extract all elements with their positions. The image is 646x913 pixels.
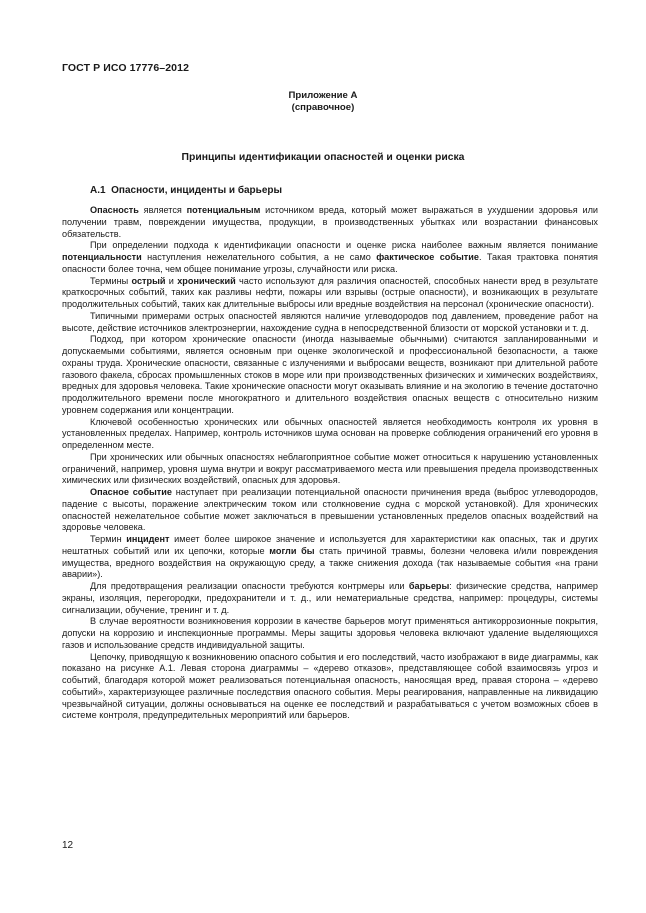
section-number: А.1	[90, 185, 106, 196]
paragraph	[62, 205, 598, 240]
bold-term: барьеры	[408, 581, 450, 591]
document-code: ГОСТ Р ИСО 17776–2012	[62, 62, 190, 74]
text-run: наступления нежелательного события, а не само	[141, 252, 377, 262]
text-run: Термин	[90, 534, 127, 544]
paragraph	[62, 534, 598, 581]
paragraph	[62, 452, 598, 487]
paragraph	[62, 334, 598, 416]
text-run: Для предотвращения реализации опасности требуются контрмеры или	[90, 581, 409, 591]
text-run: При хронических или обычных опасностях неблагоприятное событие может относиться к нарушению установленных ограничений, например, уровня шума внутри и вокруг рассматриваемого места или превышения предела производственных химических или физических воздействий, опасных для здоровья.	[62, 451, 598, 486]
paragraph	[62, 581, 598, 616]
page-number: 12	[62, 840, 74, 851]
paragraph	[62, 616, 598, 651]
appendix-subtitle: (справочное)	[291, 102, 355, 113]
paragraph	[62, 487, 598, 534]
text-run: Цепочку, приводящую к возникновению опасного события и его последствий, часто изображают в виде диаграммы, как показано на рисунке А.1. Левая сторона диаграммы – «дерево отказов», представляющее собой взаимосвязь угроз и событий, благодаря которой может реализоваться потенциальная опасность, наносящая вред, правая сторона – «дерево событий», характеризующее различные последствия опасного события. Меры реагирования, направленные на ликвидацию чрезвычайной ситуации, должны основываться на оценке ее последствий и разрабатываться с учетом возможных сбоев в системе контроля, предупредительных мероприятий или барьеров.	[62, 651, 598, 721]
appendix-heading	[0, 90, 646, 114]
text-run: стать причиной травмы, болезни человека и/или повреждения имущества, вредного воздействия на окружающую среду, а также снижения дохода (так называемые события «на грани аварии»).	[62, 545, 598, 580]
text-run: Подход, при котором хронические опасности (иногда называемые обычными) считаются запланированными и допускаемыми событиями, является основным при оценке экологической и профессиональной безопасности, а также охраны труда. Хронические опасности, связанные с излучениями и выбросами веществ, возникают при длительной работе газового факела, сбросах промышленных стоков в море или при производственных физических и химических воздействиях, вредных для здоровья человека. Такие хронические опасности могут оказывать влияние и на экологию в течение достаточно продолжительного времени после многократного и длительного воздействия опасных веществ с относительно низким уровнем содержания или концентрации.	[62, 334, 598, 415]
text-run: При определении подхода к идентификации опасности и оценке риска наиболее важным является понимание	[90, 240, 598, 251]
paragraph	[62, 276, 598, 311]
section-heading	[90, 185, 282, 196]
text-run: источником вреда, который может выражаться в ухудшении здоровья или получении травм, повреждении имущества, продукции, в производственных убытках или возрастании финансовых обязательств.	[62, 205, 598, 239]
paragraph	[62, 240, 598, 275]
text-run: наступает при реализации потенциальной опасности причинения вреда (выброс углеводородов, падение с высоты, поражение электрическим током или столкновение судна с морской установкой). Для хронических опасностей нежелательное событие может заключаться в превышении установленных пределов опасных воздействий на здоровье человека.	[62, 487, 599, 533]
text-run: и	[165, 275, 178, 286]
text-run: является	[138, 205, 187, 215]
text-run: . Такая трактовка понятия опасности более точна, чем общее понимание угрозы, случайности или риска.	[62, 252, 598, 274]
text-run: Типичными примерами острых опасностей являются наличие углеводородов под давлением, проведение работ на высоте, действие источников электроэнергии, нахождение судна в непосредственной близости от морской установки и т. д.	[62, 310, 598, 333]
paragraph	[62, 311, 598, 335]
appendix-title: Приложение А	[288, 90, 358, 101]
bold-term: хронический	[177, 275, 236, 286]
bold-term: фактическое событие	[376, 252, 479, 262]
body-text	[62, 205, 598, 722]
bold-term: потенциальным	[186, 205, 261, 215]
text-run: : физические средства, например экраны, изоляция, перегородки, предохранители и т. д., или нематериальные средства, например: процедуры, системы сигнализации, обучение, тренинг и т. д.	[62, 581, 598, 615]
bold-term: Опасное событие	[90, 487, 172, 497]
bold-term: Опасность	[90, 205, 139, 215]
text-run: Ключевой особенностью хронических или обычных опасностей является необходимость контроля их уровня в установленных пределах. Например, контроль источников шума основан на проверке соблюдения ограничений его уровня в определенном месте.	[62, 416, 598, 450]
text-run: имеет более широкое значение и используется для характеристики как опасных, так и других нештатных событий или их цепочки, которые	[62, 534, 598, 556]
bold-term: потенциальности	[62, 252, 142, 262]
section-title: Опасности, инциденты и барьеры	[111, 185, 283, 196]
paragraph	[62, 652, 598, 723]
text-run: В случае вероятности возникновения коррозии в качестве барьеров могут применяться антикоррозионные покрытия, допуски на коррозию и инспекционные программы. Меры защиты здоровья человека включают удаление выделяющихся газов и использование средств индивидуальной защиты.	[62, 616, 598, 650]
paragraph	[62, 417, 598, 452]
bold-term: острый	[131, 275, 166, 286]
bold-term: могли бы	[269, 545, 315, 556]
text-run: часто используют для различия опасностей, способных нанести вред в результате краткосрочных событий, таких как разливы нефти, пожары или взрывы (острые опасности), и возникающих в результате продолжительных событий, таких как длительные выбросы или вредные воздействия на персонал (хронические опасности).	[62, 275, 599, 309]
text-run: Термины	[90, 275, 132, 286]
bold-term: инцидент	[126, 534, 170, 544]
main-title: Принципы идентификации опасностей и оценки риска	[181, 152, 465, 163]
